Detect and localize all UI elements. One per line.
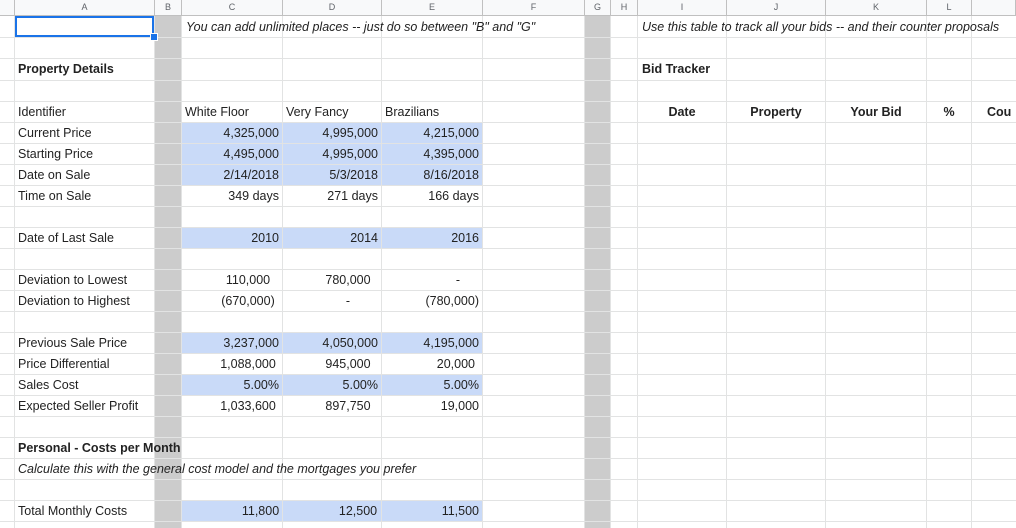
column-header-a[interactable]: A: [15, 0, 155, 16]
column-header-c[interactable]: C: [182, 0, 283, 16]
p1-price-diff[interactable]: 945,000: [325, 357, 371, 371]
p0-starting-price[interactable]: 4,495,000: [223, 147, 279, 161]
column-header-e[interactable]: E: [382, 0, 483, 16]
p0-time-on-sale[interactable]: 349 days: [228, 189, 279, 203]
label-seller-profit: Expected Seller Profit: [18, 399, 139, 413]
p0-seller-profit[interactable]: 1,033,600: [220, 399, 276, 413]
note-bid-table: Use this table to track all your bids -- and their counter proposals: [642, 20, 1000, 34]
p2-sales-cost[interactable]: 5.00%: [443, 378, 479, 392]
p0-date-on-sale[interactable]: 2/14/2018: [223, 168, 279, 182]
p0-dev-highest[interactable]: (670,000): [221, 294, 275, 308]
bid-header-your-bid: Your Bid: [850, 105, 902, 119]
p2-seller-profit[interactable]: 19,000: [440, 399, 479, 413]
label-time-on-sale: Time on Sale: [18, 189, 92, 203]
bid-header-counter: Cou: [987, 105, 1012, 119]
p1-total-monthly[interactable]: 12,500: [338, 504, 378, 518]
p2-identifier[interactable]: Brazilians: [385, 105, 440, 119]
p2-time-on-sale[interactable]: 166 days: [428, 189, 479, 203]
p1-sales-cost[interactable]: 5.00%: [342, 378, 378, 392]
p1-dev-lowest[interactable]: 780,000: [325, 273, 371, 287]
p2-dev-lowest[interactable]: -: [455, 273, 461, 287]
bid-header-property: Property: [750, 105, 802, 119]
label-dev-highest: Deviation to Highest: [18, 294, 130, 308]
p1-starting-price[interactable]: 4,995,000: [322, 147, 378, 161]
column-header-j[interactable]: J: [727, 0, 826, 16]
p1-prev-sale-price[interactable]: 4,050,000: [322, 336, 378, 350]
p0-current-price[interactable]: 4,325,000: [223, 126, 279, 140]
p1-identifier[interactable]: Very Fancy: [286, 105, 349, 119]
label-total-monthly: Total Monthly Costs: [18, 504, 128, 518]
label-starting-price: Starting Price: [18, 147, 94, 161]
label-prev-sale-price: Previous Sale Price: [18, 336, 128, 350]
column-header-l[interactable]: L: [927, 0, 972, 16]
selected-cell[interactable]: [15, 16, 154, 37]
column-header-i[interactable]: I: [638, 0, 727, 16]
p0-identifier[interactable]: White Floor: [185, 105, 249, 119]
p2-price-diff[interactable]: 20,000: [436, 357, 475, 371]
p2-current-price[interactable]: 4,215,000: [423, 126, 479, 140]
p0-dev-lowest[interactable]: 110,000: [225, 273, 271, 287]
p2-dev-highest[interactable]: (780,000): [425, 294, 479, 308]
p1-date-on-sale[interactable]: 5/3/2018: [329, 168, 378, 182]
column-header-f[interactable]: F: [483, 0, 585, 16]
column-header-g[interactable]: G: [585, 0, 611, 16]
label-current-price: Current Price: [18, 126, 92, 140]
p2-prev-sale-price[interactable]: 4,195,000: [423, 336, 479, 350]
p1-dev-highest[interactable]: -: [345, 294, 351, 308]
p0-prev-sale-price[interactable]: 3,237,000: [223, 336, 279, 350]
column-header-h[interactable]: H: [611, 0, 638, 16]
p2-starting-price[interactable]: 4,395,000: [423, 147, 479, 161]
p0-sales-cost[interactable]: 5.00%: [243, 378, 279, 392]
column-header-m[interactable]: [972, 0, 1016, 16]
bid-header-percent: %: [943, 105, 955, 119]
p2-date-on-sale[interactable]: 8/16/2018: [423, 168, 479, 182]
label-date-on-sale: Date on Sale: [18, 168, 91, 182]
p0-price-diff[interactable]: 1,088,000: [220, 357, 276, 371]
p0-date-last-sale[interactable]: 2010: [251, 231, 279, 245]
section-title-bid-tracker: Bid Tracker: [642, 62, 711, 76]
label-date-last-sale: Date of Last Sale: [18, 231, 114, 245]
fill-handle[interactable]: [150, 33, 158, 41]
note-personal: Calculate this with the general cost model and the mortgages you prefer: [18, 462, 417, 476]
column-header-b[interactable]: B: [155, 0, 182, 16]
bid-header-date: Date: [668, 105, 696, 119]
section-title-personal: Personal - Costs per Month: [18, 441, 181, 455]
p1-current-price[interactable]: 4,995,000: [322, 126, 378, 140]
p1-time-on-sale[interactable]: 271 days: [327, 189, 378, 203]
label-identifier: Identifier: [18, 105, 66, 119]
label-price-diff: Price Differential: [18, 357, 110, 371]
p0-total-monthly[interactable]: 11,800: [241, 504, 280, 518]
p1-seller-profit[interactable]: 897,750: [325, 399, 371, 413]
column-header-k[interactable]: K: [826, 0, 927, 16]
p1-date-last-sale[interactable]: 2014: [350, 231, 378, 245]
p2-total-monthly[interactable]: 11,500: [441, 504, 479, 518]
column-header-d[interactable]: D: [283, 0, 382, 16]
section-title-property-details: Property Details: [18, 62, 114, 76]
label-sales-cost: Sales Cost: [18, 378, 79, 392]
label-dev-lowest: Deviation to Lowest: [18, 273, 128, 287]
p2-date-last-sale[interactable]: 2016: [451, 231, 479, 245]
note-add-places: You can add unlimited places -- just do so between "B" and "G": [186, 20, 536, 34]
spacer-column-g: [584, 16, 610, 528]
row-header-corner[interactable]: [0, 0, 15, 16]
